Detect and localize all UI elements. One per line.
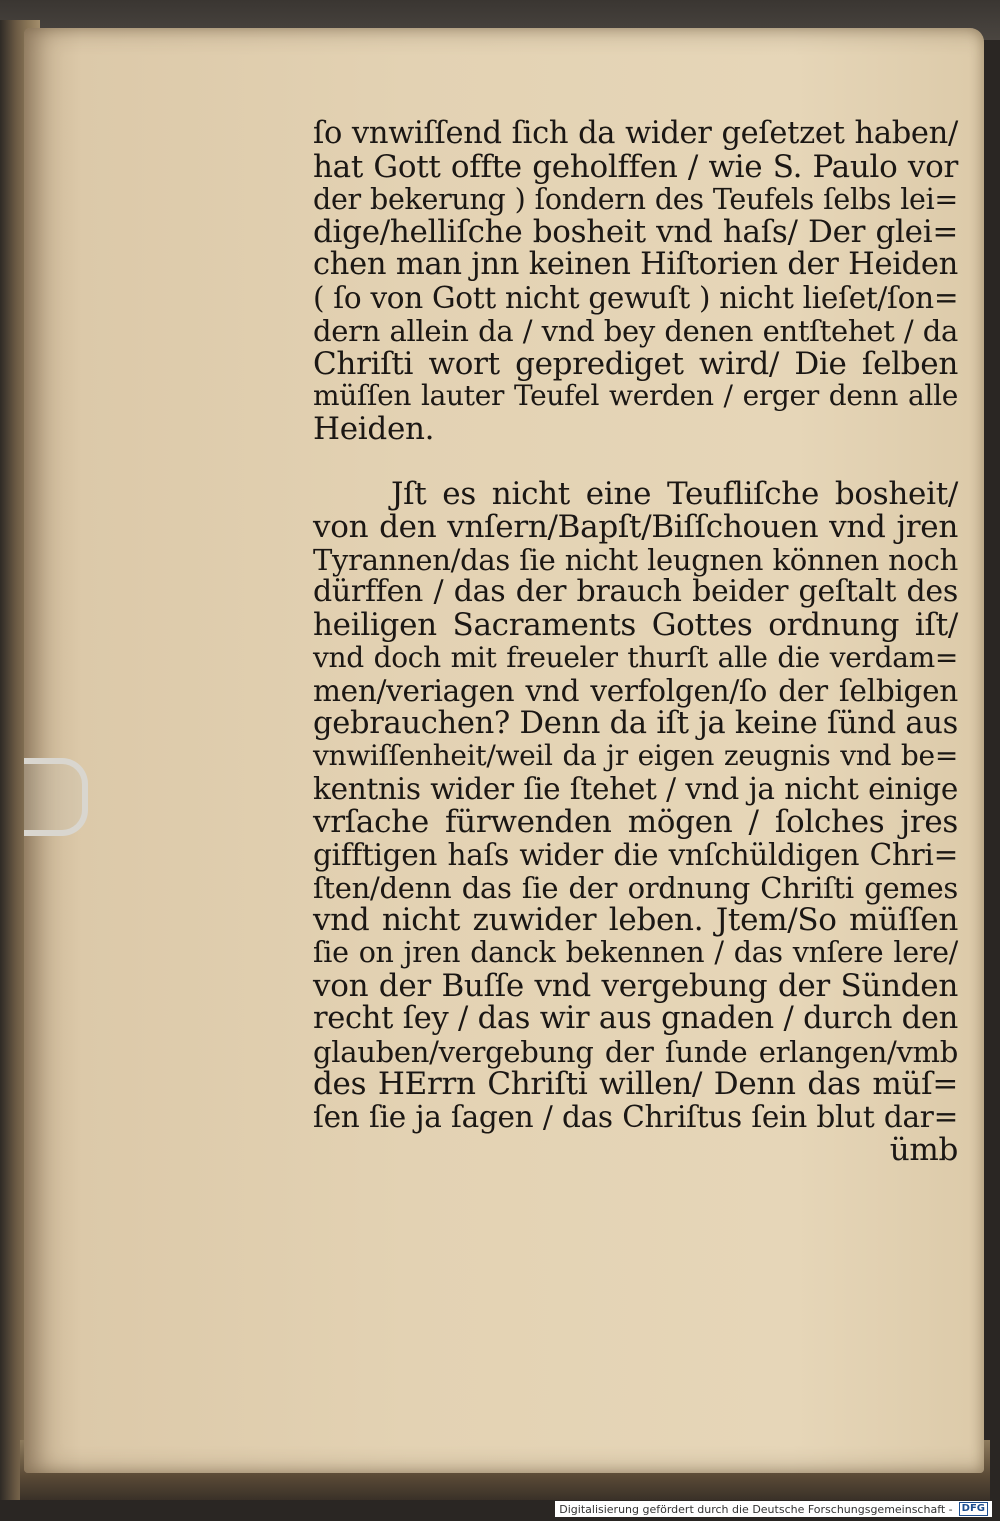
text-line: der bekerung ) ſondern des Teufels ſelbs lei=	[313, 182, 958, 216]
text-line: vnd nicht zuwider leben. Jtem/So müſſen	[313, 902, 958, 939]
dfg-logo: DFG	[959, 1502, 988, 1516]
text-line: ſie on jren danck bekennen / das vnſere lere/	[313, 936, 958, 970]
text-line: Chriſti wort geprediget wird/ Die ſelben	[313, 345, 958, 382]
text-line: men/veriagen vnd verfolgen/ſo der ſelbigen	[313, 673, 958, 708]
text-line: gifftigen haſs wider die vnſchüldigen Chri=	[313, 837, 958, 872]
text-line: von der Buſſe vnd vergebung der Sünden	[313, 967, 958, 1004]
text-line: dürffen / das der brauch beider geſtalt des	[313, 574, 958, 610]
text-line: dern allein da / vnd bey denen entſtehet / da	[313, 313, 958, 348]
text-line: recht ſey / das wir aus gnaden / durch den	[313, 1000, 958, 1036]
footer-credit-text: Digitalisierung gefördert durch die Deutsche Forschungsgemeinschaft -	[559, 1502, 953, 1516]
paragraph-1	[313, 118, 958, 446]
text-line: gebrauchen? Denn da iſt ja keine ſünd aus	[313, 705, 958, 741]
text-line: chen man jnn keinen Hiſtorien der Heiden	[313, 247, 958, 283]
text-line: heiligen Sacraments Gottes ordnung iſt/	[313, 607, 958, 644]
text-line: Jſt es nicht eine Teufliſche bosheit/	[391, 475, 958, 512]
catchword: ümb	[889, 1131, 958, 1168]
text-line: vrſache fürwenden mögen / ſolches jres	[313, 803, 958, 840]
text-line: dige/helliſche bosheit vnd haſs/ Der glei=	[313, 214, 958, 251]
text-line: ſten/denn das ſie der ordnung Chriſti gemes	[313, 870, 958, 905]
text-line: kentnis wider ſie ſtehet / vnd ja nicht einige	[313, 772, 958, 807]
text-line: glauben/vergebung der ſunde erlangen/vmb	[313, 1034, 958, 1069]
text-line: hat Gott offte geholffen / wie S. Paulo vor	[313, 148, 958, 185]
text-line: vnd doch mit freueler thurſt alle die verdam=	[313, 640, 958, 674]
text-line: des HErrn Chriſti willen/ Denn das müſ=	[313, 1066, 958, 1103]
page-clip	[24, 758, 88, 836]
text-line: ſo vnwiſſend ſich da wider geſetzet haben/	[313, 116, 958, 151]
text-line: Tyrannen/das ſie nicht leugnen können noch	[313, 542, 958, 577]
text-line: ( ſo von Gott nicht gewuſt ) nicht lieſet/ſon=	[313, 280, 959, 315]
text-line: ſen ſie ja ſagen / das Chriſtus ſein blut dar=	[313, 1100, 958, 1135]
text-line: Heiden.	[313, 411, 435, 448]
text-line: müſſen lauter Teufel werden / erger denn alle	[313, 379, 958, 413]
digitization-footer	[555, 1501, 992, 1517]
text-line: von den vnſern/Bapſt/Biſſchouen vnd jren	[313, 508, 958, 545]
page-text-block	[313, 118, 958, 1167]
text-line: vnwiſſenheit/weil da jr eigen zeugnis vnd be=	[313, 739, 958, 773]
paragraph-2	[313, 475, 958, 1135]
